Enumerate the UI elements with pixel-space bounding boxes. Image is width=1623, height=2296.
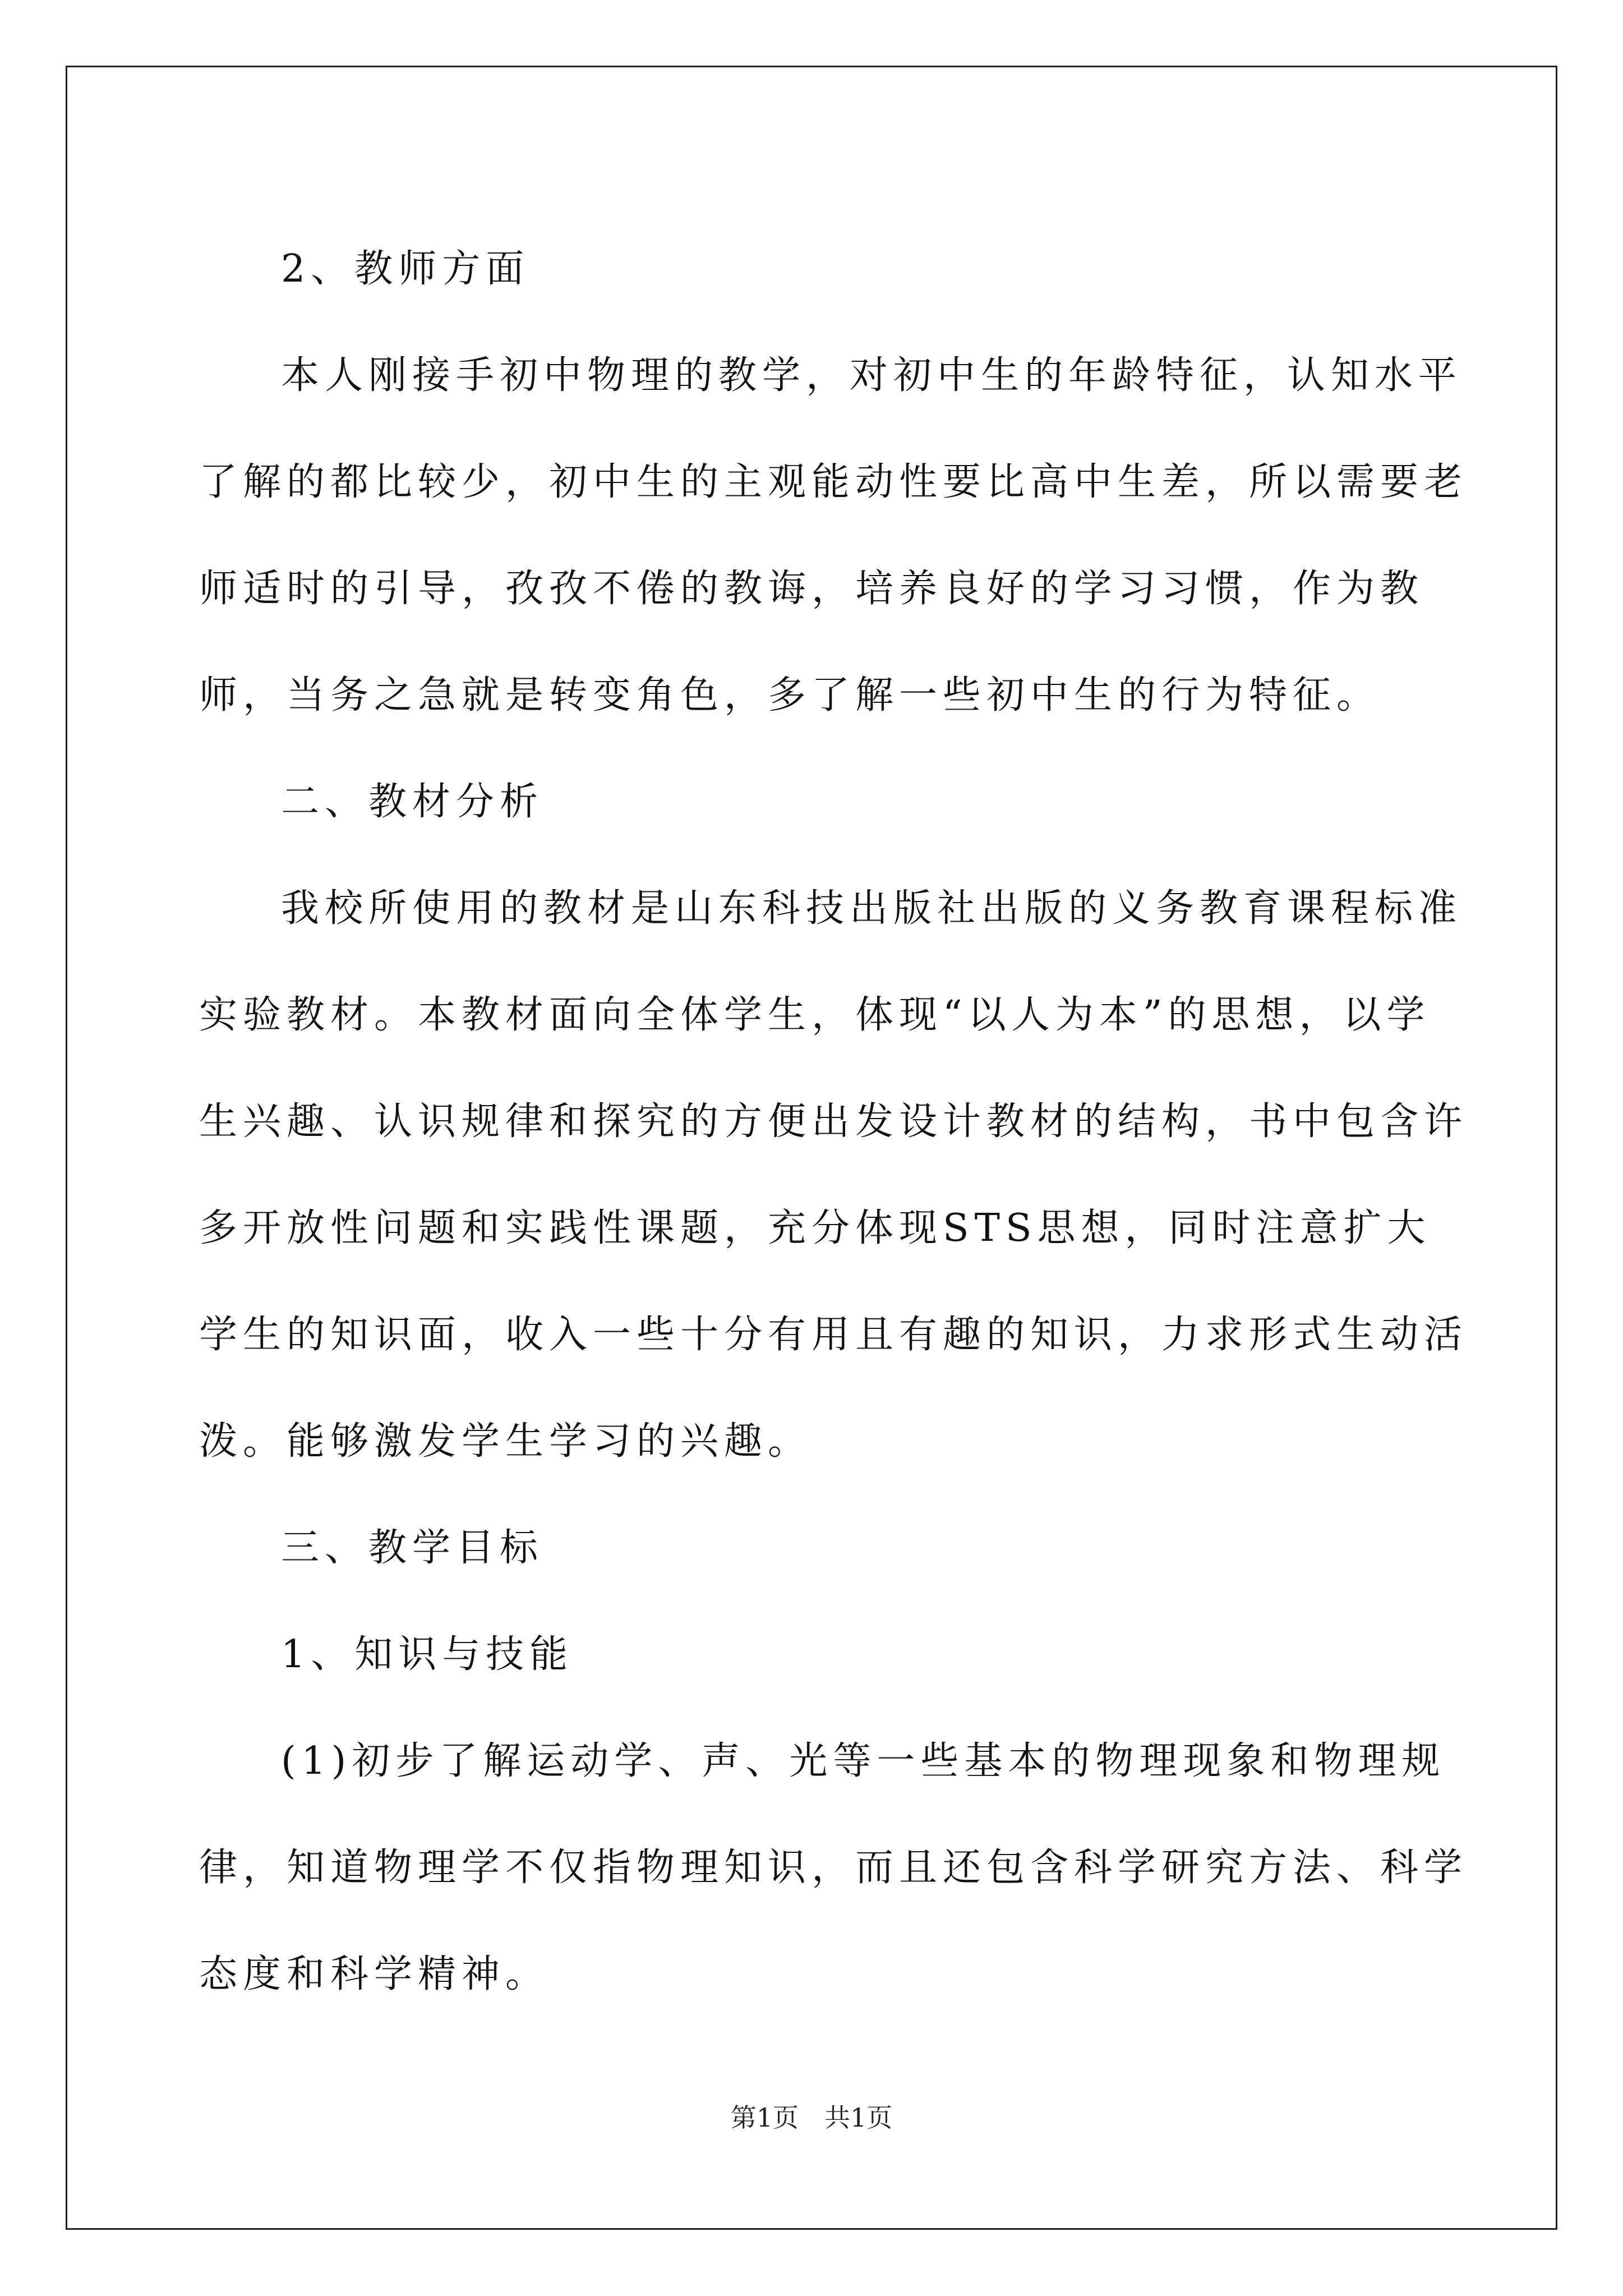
document-body xyxy=(199,216,1469,2028)
paragraph-goal-1: (1)初步了解运动学、声、光等一些基本的物理现象和物理规律，知道物理学不仅指物理知识，而且还包含科学研究方法、科学态度和科学精神。 xyxy=(199,1739,1468,1996)
page-footer: 第1页 共1页 xyxy=(730,2102,893,2133)
paragraph-textbook-analysis: 我校所使用的教材是山东科技出版社出版的义务教育课程标准实验教材。本教材面向全体学生，体现“以人为本”的思想，以学生兴趣、认识规律和探究的方便出发设计教材的结构，书中包含许多开放性问题和实践性课题，充分体现STS思想，同时注意扩大学生的知识面，收入一些十分有用且有趣的知识，力求形式生动活泼。能够激发学生学习的兴趣。 xyxy=(199,886,1468,1464)
paragraph-teacher-situation: 本人刚接手初中物理的教学，对初中生的年龄特征，认知水平了解的都比较少，初中生的主观能动性要比高中生差，所以需要老师适时的引导，孜孜不倦的教诲，培养良好的学习习惯，作为教师，当务之急就是转变角色，多了解一些初中生的行为特征。 xyxy=(199,353,1468,717)
section-heading-teacher: 2、教师方面 xyxy=(281,247,530,291)
section-heading-knowledge-skills: 1、知识与技能 xyxy=(281,1632,574,1677)
section-heading-textbook-analysis: 二、教材分析 xyxy=(281,780,544,824)
section-heading-teaching-goals: 三、教学目标 xyxy=(281,1526,544,1570)
